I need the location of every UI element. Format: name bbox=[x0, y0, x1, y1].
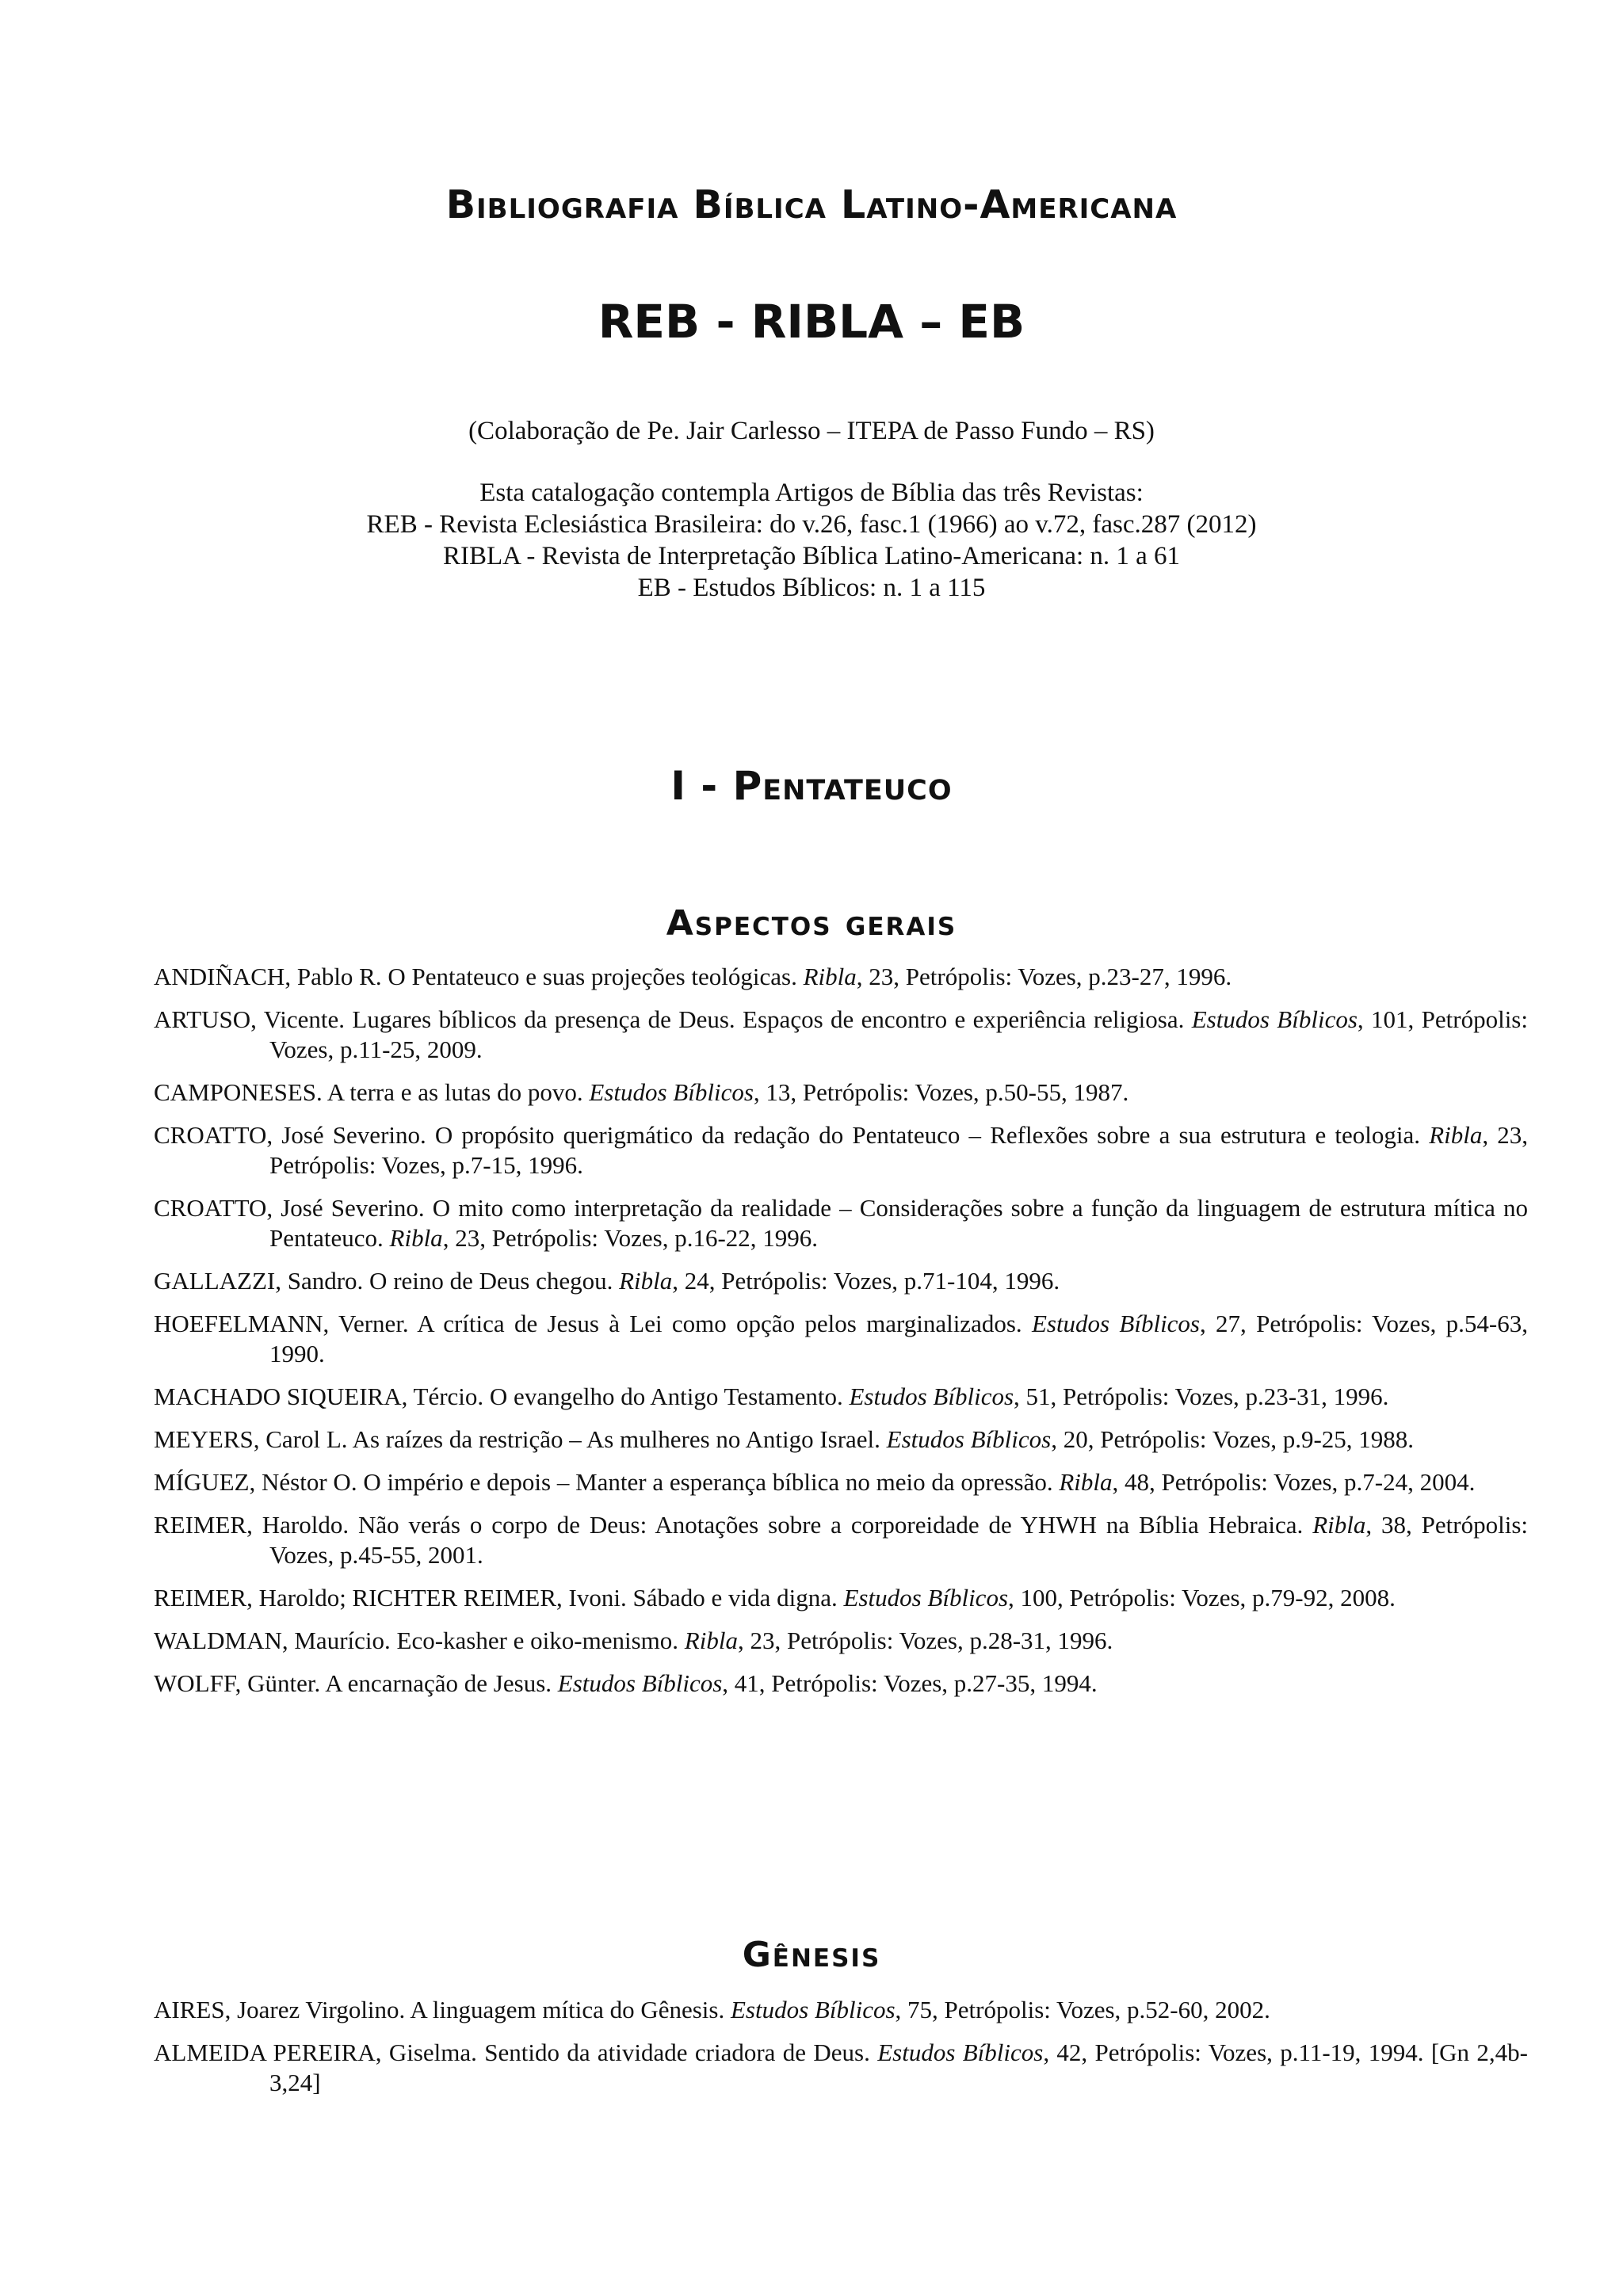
entry-details: , 101, Petrópolis: Vozes, p.11-25, 2009. bbox=[269, 1005, 1528, 1063]
entry-text: CAMPONESES. A terra e as lutas do povo. bbox=[154, 1078, 590, 1106]
entry-text: WALDMAN, Maurício. Eco-kasher e oiko-menismo. bbox=[154, 1627, 685, 1654]
entry-journal: Estudos Bíblicos bbox=[589, 1078, 754, 1106]
entry-text: REIMER, Haroldo. Não verás o corpo de Deus: Anotações sobre a corporeidade de YHWH na Bíblia Hebraica. bbox=[154, 1511, 1313, 1539]
entry-details: , 20, Petrópolis: Vozes, p.9-25, 1988. bbox=[1051, 1425, 1415, 1453]
entry-journal: Ribla bbox=[803, 963, 857, 990]
entry-journal: Ribla bbox=[619, 1267, 673, 1295]
entry-details: , 23, Petrópolis: Vozes, p.16-22, 1996. bbox=[442, 1224, 819, 1252]
entry-details: , 42, Petrópolis: Vozes, p.11-19, 1994. [Gn 2,4b-3,24] bbox=[269, 2039, 1528, 2096]
entry-journal: Estudos Bíblicos bbox=[849, 1383, 1014, 1410]
bibliography-entry bbox=[154, 1309, 1528, 1369]
bibliography-entry bbox=[154, 1467, 1528, 1497]
entry-text: MACHADO SIQUEIRA, Tércio. O evangelho do Antigo Testamento. bbox=[154, 1383, 850, 1410]
bibliography-entry bbox=[154, 1995, 1528, 2025]
bibliography-entry bbox=[154, 1193, 1528, 1253]
subsection-heading-genesis: Gênesis bbox=[742, 1935, 881, 1975]
entry-text: ANDIÑACH, Pablo R. O Pentateuco e suas projeções teológicas. bbox=[154, 963, 804, 990]
intro-line: EB - Estudos Bíblicos: n. 1 a 115 bbox=[637, 574, 986, 602]
entry-journal: Ribla bbox=[684, 1627, 738, 1654]
entry-text: ARTUSO, Vicente. Lugares bíblicos da presença de Deus. Espaços de encontro e experiência religiosa. bbox=[154, 1005, 1192, 1033]
intro-block bbox=[0, 477, 1623, 604]
entry-text: REIMER, Haroldo; RICHTER REIMER, Ivoni. Sábado e vida digna. bbox=[154, 1584, 844, 1611]
section-title: I - Pentateuco bbox=[670, 763, 953, 809]
subsection-heading-aspectos: Aspectos gerais bbox=[666, 903, 957, 944]
entry-text: GALLAZZI, Sandro. O reino de Deus chegou. bbox=[154, 1267, 620, 1295]
entry-details: , 75, Petrópolis: Vozes, p.52-60, 2002. bbox=[895, 1996, 1270, 2023]
entry-text: MÍGUEZ, Néstor O. O império e depois – Manter a esperança bíblica no meio da opressão. bbox=[154, 1468, 1060, 1496]
entry-text: HOEFELMANN, Verner. A crítica de Jesus à Lei como opção pelos marginalizados. bbox=[154, 1310, 1032, 1337]
bibliography-entry bbox=[154, 1005, 1528, 1065]
entry-journal: Estudos Bíblicos bbox=[1031, 1310, 1201, 1337]
collaboration-note: (Colaboração de Pe. Jair Carlesso – ITEPA de Passo Fundo – RS) bbox=[468, 417, 1155, 445]
bibliography-entry bbox=[154, 1425, 1528, 1455]
entry-details: , 24, Petrópolis: Vozes, p.71-104, 1996. bbox=[672, 1267, 1060, 1295]
entry-journal: Ribla bbox=[389, 1224, 443, 1252]
document-title: Bibliografia Bíblica Latino-Americana bbox=[445, 182, 1178, 227]
entry-details: , 38, Petrópolis: Vozes, p.45-55, 2001. bbox=[269, 1511, 1528, 1569]
bibliography-entry bbox=[154, 1077, 1528, 1108]
bibliography-entry bbox=[154, 1120, 1528, 1180]
entry-details: , 48, Petrópolis: Vozes, p.7-24, 2004. bbox=[1112, 1468, 1476, 1496]
bibliography-entry bbox=[154, 1626, 1528, 1656]
document-subtitle: REB - RIBLA – EB bbox=[598, 295, 1025, 349]
entry-text: ALMEIDA PEREIRA, Giselma. Sentido da atividade criadora de Deus. bbox=[154, 2039, 878, 2066]
entry-details: , 23, Petrópolis: Vozes, p.7-15, 1996. bbox=[269, 1121, 1528, 1179]
entry-journal: Estudos Bíblicos bbox=[843, 1584, 1009, 1611]
bibliography-entry bbox=[154, 1669, 1528, 1699]
bibliography-entry bbox=[154, 2038, 1528, 2098]
bibliography-entry bbox=[154, 1583, 1528, 1613]
entry-details: , 23, Petrópolis: Vozes, p.28-31, 1996. bbox=[737, 1627, 1113, 1654]
bibliography-entry bbox=[154, 1510, 1528, 1570]
entry-journal: Ribla bbox=[1312, 1511, 1366, 1539]
intro-line: RIBLA - Revista de Interpretação Bíblica Latino-Americana: n. 1 a 61 bbox=[442, 542, 1181, 570]
entry-details: , 23, Petrópolis: Vozes, p.23-27, 1996. bbox=[856, 963, 1232, 990]
entry-details: , 27, Petrópolis: Vozes, p.54-63, 1990. bbox=[269, 1310, 1528, 1367]
entry-text: MEYERS, Carol L. As raízes da restrição – As mulheres no Antigo Israel. bbox=[154, 1425, 887, 1453]
entry-details: , 51, Petrópolis: Vozes, p.23-31, 1996. bbox=[1014, 1383, 1389, 1410]
entry-text: AIRES, Joarez Virgolino. A linguagem mítica do Gênesis. bbox=[154, 1996, 731, 2023]
intro-line: REB - Revista Eclesiástica Brasileira: do v.26, fasc.1 (1966) ao v.72, fasc.287 (2012) bbox=[366, 510, 1257, 539]
entry-journal: Estudos Bíblicos bbox=[1191, 1005, 1358, 1033]
intro-line: Esta catalogação contempla Artigos de Bíblia das três Revistas: bbox=[479, 479, 1144, 507]
entry-journal: Ribla bbox=[1059, 1468, 1113, 1496]
entry-text: CROATTO, José Severino. O mito como interpretação da realidade – Considerações sobre a função da linguagem de estrutura mítica no Pentateuco. bbox=[154, 1194, 1528, 1252]
bibliography-list-genesis bbox=[154, 1995, 1528, 2111]
entry-journal: Ribla bbox=[1429, 1121, 1483, 1149]
bibliography-list-aspectos bbox=[154, 962, 1528, 1711]
entry-details: , 41, Petrópolis: Vozes, p.27-35, 1994. bbox=[722, 1669, 1098, 1697]
bibliography-entry bbox=[154, 962, 1528, 992]
entry-journal: Estudos Bíblicos bbox=[731, 1996, 896, 2023]
entry-journal: Estudos Bíblicos bbox=[877, 2039, 1044, 2066]
bibliography-entry bbox=[154, 1266, 1528, 1296]
entry-text: CROATTO, José Severino. O propósito querigmático da redação do Pentateuco – Reflexões sobre a sua estrutura e teologia. bbox=[154, 1121, 1430, 1149]
entry-text: WOLFF, Günter. A encarnação de Jesus. bbox=[154, 1669, 558, 1697]
entry-journal: Estudos Bíblicos bbox=[557, 1669, 723, 1697]
bibliography-entry bbox=[154, 1382, 1528, 1412]
entry-details: , 100, Petrópolis: Vozes, p.79-92, 2008. bbox=[1008, 1584, 1396, 1611]
entry-journal: Estudos Bíblicos bbox=[886, 1425, 1052, 1453]
entry-details: , 13, Petrópolis: Vozes, p.50-55, 1987. bbox=[753, 1078, 1129, 1106]
